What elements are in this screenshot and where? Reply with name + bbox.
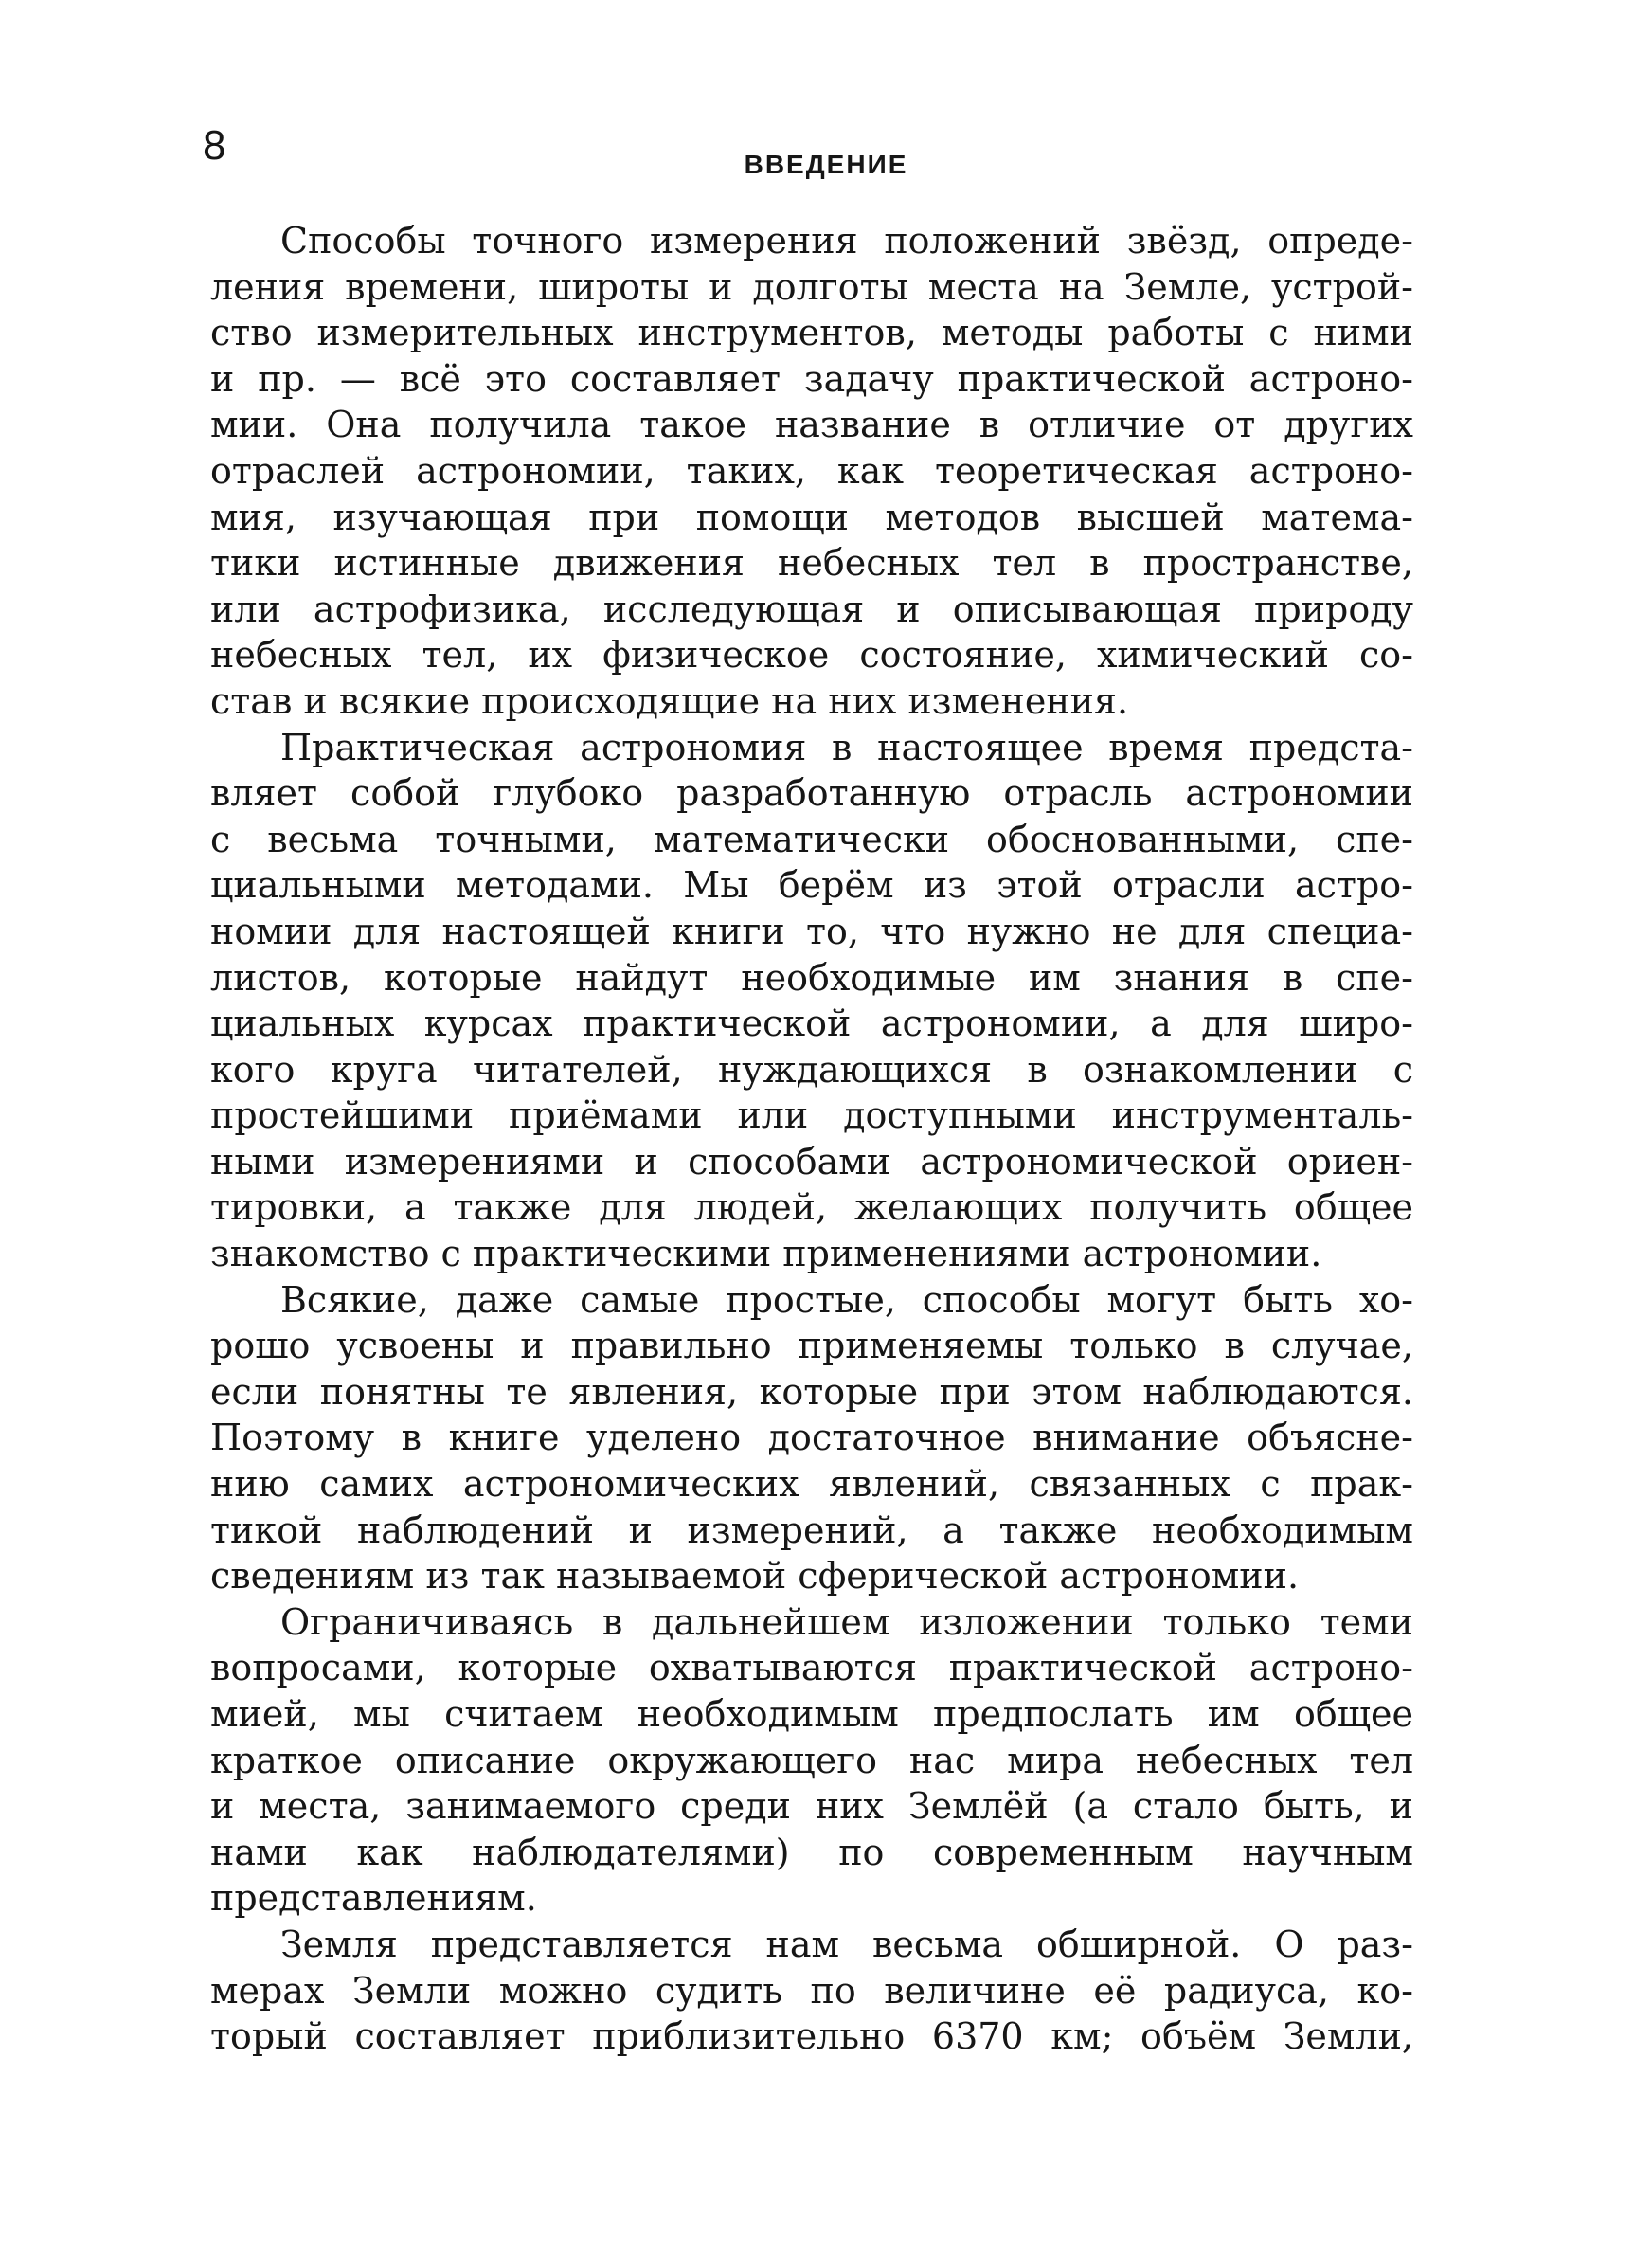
text-line: Ограничиваясь в дальнейшем изложении только теми: [280, 1600, 1413, 1643]
text-line: мерах Земли можно судить по величине её радиуса, ко-: [210, 1969, 1413, 2012]
text-line: краткое описание окружающего нас мира небесных тел: [210, 1739, 1413, 1781]
text-line: если понятны те явления, которые при этом наблюдаются.: [210, 1370, 1413, 1413]
paragraph-5: [210, 1922, 1413, 2060]
text-line: циальными методами. Мы берём из этой отрасли астро-: [210, 864, 1413, 907]
text-line: ления времени, широты и долготы места на Земле, устрой-: [210, 265, 1413, 308]
text-line: знакомство с практическими применениями астрономии.: [210, 1233, 1322, 1275]
text-line: ство измерительных инструментов, методы работы с ними: [210, 312, 1413, 354]
text-line: вопросами, которые охватываются практической астроно-: [210, 1647, 1413, 1689]
running-head: ВВЕДЕНИЕ: [744, 150, 908, 179]
text-line: став и всякие происходящие на них изменения.: [210, 679, 1129, 722]
paragraph-2: [210, 725, 1413, 1277]
text-line: номии для настоящей книги то, что нужно не для специа-: [210, 910, 1413, 952]
text-line: нию самих астрономических явлений, связанных с прак-: [210, 1463, 1413, 1506]
text-line: или астрофизика, исследующая и описывающая природу: [210, 587, 1413, 630]
text-line: циальных курсах практической астрономии, а для широ-: [210, 1002, 1413, 1045]
text-line: отраслей астрономии, таких, как теоретическая астроно-: [210, 449, 1413, 492]
text-line: Всякие, даже самые простые, способы могут быть хо-: [280, 1278, 1413, 1321]
text-line: сведениям из так называемой сферической астрономии.: [210, 1555, 1300, 1598]
text-line: мия, изучающая при помощи методов высшей матема-: [210, 496, 1413, 538]
text-line: листов, которые найдут необходимые им знания в спе-: [210, 956, 1413, 999]
text-line: вляет собой глубоко разработанную отрасль астрономии: [210, 772, 1413, 815]
text-line: рошо усвоены и правильно применяемы только в случае,: [210, 1325, 1413, 1367]
text-line: тики истинные движения небесных тел в пространстве,: [210, 542, 1413, 585]
text-line: тировки, а также для людей, желающих получить общее: [210, 1186, 1413, 1229]
page-number: 8: [203, 122, 226, 169]
text-line: небесных тел, их физическое состояние, химический со-: [210, 634, 1413, 677]
text-line: Поэтому в книге уделено достаточное внимание объясне-: [210, 1417, 1413, 1459]
text-line: Способы точного измерения положений звёзд, опреде-: [280, 220, 1413, 262]
text-line: и пр. — всё это составляет задачу практической астроно-: [210, 357, 1413, 400]
text-line: мии. Она получила такое название в отличие от других: [210, 404, 1413, 446]
paragraph-1: [210, 218, 1413, 725]
text-line: и места, занимаемого среди них Землёй (а стало быть, и: [210, 1785, 1413, 1828]
paragraph-4: [210, 1599, 1413, 1922]
text-line: представлениям.: [210, 1877, 537, 1920]
text-line: простейшими приёмами или доступными инструменталь-: [210, 1094, 1413, 1137]
text-line: мией, мы считаем необходимым предпослать им общее: [210, 1693, 1413, 1735]
text-line: тикой наблюдений и измерений, а также необходимым: [210, 1508, 1413, 1551]
text-line: ными измерениями и способами астрономической ориен-: [210, 1140, 1413, 1183]
paragraph-3: [210, 1277, 1413, 1599]
text-line: Практическая астрономия в настоящее время предста-: [280, 726, 1413, 768]
text-line: Земля представляется нам весьма обширной. О раз-: [280, 1923, 1413, 1965]
body-text: [210, 218, 1413, 2060]
text-line: нами как наблюдателями) по современным научным: [210, 1831, 1413, 1873]
text-line: торый составляет приблизительно 6370 км; объём Земли,: [210, 2015, 1413, 2058]
text-line: кого круга читателей, нуждающихся в ознакомлении с: [210, 1048, 1413, 1091]
text-line: с весьма точными, математически обоснованными, спе-: [210, 818, 1413, 860]
